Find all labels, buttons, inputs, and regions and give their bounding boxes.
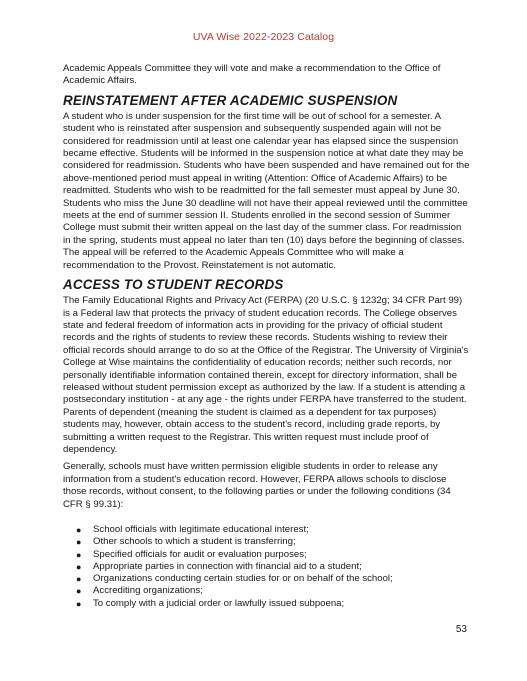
list-item: [76, 573, 471, 585]
bullet-icon: ●: [76, 586, 82, 597]
list-item: [76, 548, 471, 561]
list-item-text: Other schools to which a student is transferring;: [93, 536, 296, 548]
disclosure-list: [63, 524, 471, 610]
bullet-icon: ●: [76, 598, 82, 609]
page-number: 53: [455, 624, 467, 635]
ferpa-paragraph: The Family Educational Rights and Privacy Act (FERPA) (20 U.S.C. § 1232g; 34 CFR Part 99) is a Federal law that protects the privacy of student education records. The College observes state and federal freedom of information acts in providing for the privacy of official student records and the rights of students to review these records. Students wishing to review their official records should arrange to do so at the Office of the Registrar. The University of Virginia's College at Wise maintains the confidentiality of education records; neither such records, nor personally identifiable information contained therein, except for directory information, shall be released without student permission except as authorized by the law. If a student is attending a postsecondary institution - at any age - the rights under FERPA have transferred to the student. Parents of dependent (meaning the student is claimed as a dependent for tax purposes) students may, however, obtain access to the student's record, including grade reports, by submitting a written request to the Registrar. This written request must include proof of dependency.: [63, 295, 469, 455]
bullet-icon: ●: [76, 525, 82, 535]
records-heading: ACCESS TO STUDENT RECORDS: [63, 277, 284, 293]
list-item: [76, 560, 471, 573]
reinstatement-heading: REINSTATEMENT AFTER ACADEMIC SUSPENSION: [63, 92, 398, 108]
list-item: [76, 597, 471, 610]
list-item-text: To comply with a judicial order or lawfully issued subpoena;: [93, 597, 345, 609]
list-item-text: Appropriate parties in connection with financial aid to a student;: [93, 560, 362, 572]
bullet-icon: ●: [76, 574, 82, 585]
list-item-text: School officials with legitimate educational interest;: [93, 524, 309, 535]
page-content: [63, 63, 471, 610]
list-item-text: Organizations conducting certain studies for or on behalf of the school;: [93, 573, 393, 585]
reinstatement-paragraph: A student who is under suspension for the first time will be out of school for a semester. A student who is reinstated after suspension and subsequently suspended again will not be considered for readmission until at least one calendar year has elapsed since the suspension became effective. Students will be informed in the suspension notice at what date they may be considered for readmission. Students who have been suspended and have remained out for the above-mentioned period must appeal in writing (Attention: Office of Academic Affairs) to be readmitted. Students who wish to be readmitted for the fall semester must appeal by June 30. Students who miss the June 30 deadline will not have their appeal reviewed until the committee meets at the end of summer session II. Students enrolled in the second session of Summer College must submit their written appeal on the last day of the summer class. For readmission in the spring, students must appeal no later than ten (10) days before the beginning of classes. The appeal will be referred to the Academic Appeals Committee who will make a recommendation to the Provost. Reinstatement is not automatic.: [63, 110, 470, 271]
bullet-icon: ●: [76, 549, 82, 560]
disclosure-paragraph: Generally, schools must have written permission eligible students in order to release any information from a student's education record. However, FERPA allows schools to disclose those records, without consent, to the following parties or under the following conditions (34 CFR § 99.31):: [63, 461, 451, 510]
list-item: [76, 536, 471, 548]
list-item-text: Specified officials for audit or evaluation purposes;: [93, 548, 307, 560]
bullet-icon: ●: [76, 561, 82, 572]
bullet-icon: ●: [76, 537, 82, 548]
list-item-text: Accrediting organizations;: [93, 585, 203, 597]
list-item: [76, 524, 471, 536]
intro-paragraph: Academic Appeals Committee they will vote and make a recommendation to the Office of Academic Affairs.: [63, 63, 441, 87]
list-item: [76, 585, 471, 597]
running-header: UVA Wise 2022-2023 Catalog: [192, 31, 335, 43]
